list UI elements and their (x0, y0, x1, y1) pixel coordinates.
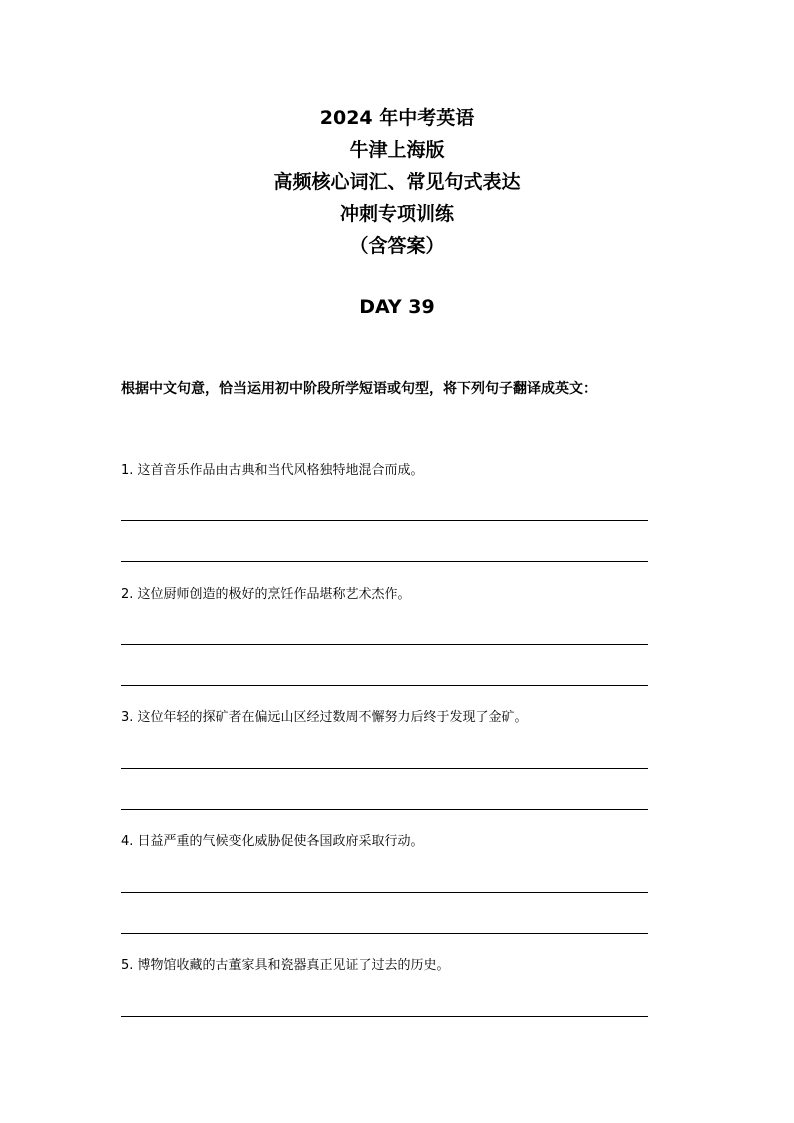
answer-line (121, 561, 648, 562)
title-edition: 牛津上海版 (349, 139, 445, 161)
answer-line (121, 933, 648, 934)
question-5 (121, 956, 648, 976)
answer-line (121, 1016, 648, 1017)
question-2 (121, 585, 648, 605)
question-text: 5. 博物馆收藏的古董家具和瓷器真正见证了过去的历史。 (121, 958, 450, 973)
answer-line (121, 809, 648, 810)
title-topic: 高频核心词汇、常见句式表达 (273, 171, 521, 193)
title-training: 冲刺专项训练 (339, 203, 454, 225)
instruction-text: 根据中文句意，恰当运用初中阶段所学短语或句型，将下列句子翻译成英文： (121, 381, 597, 397)
question-4 (121, 832, 648, 852)
title-year-subject: 2024 年中考英语 (319, 107, 475, 129)
day-label: DAY 39 (359, 296, 435, 318)
answer-line (121, 768, 648, 769)
title-answers-note: （含答案） (349, 235, 445, 257)
title-block (0, 102, 794, 262)
answer-line (121, 644, 648, 645)
question-text: 3. 这位年轻的探矿者在偏远山区经过数周不懈努力后终于发现了金矿。 (121, 710, 528, 725)
answer-line (121, 520, 648, 521)
answer-line (121, 892, 648, 893)
question-text: 1. 这首音乐作品由古典和当代风格独特地混合而成。 (121, 463, 424, 478)
answer-line (121, 685, 648, 686)
question-text: 4. 日益严重的气候变化威胁促使各国政府采取行动。 (121, 834, 424, 849)
question-3 (121, 708, 648, 728)
question-text: 2. 这位厨师创造的极好的烹饪作品堪称艺术杰作。 (121, 587, 411, 602)
question-1 (121, 461, 648, 481)
